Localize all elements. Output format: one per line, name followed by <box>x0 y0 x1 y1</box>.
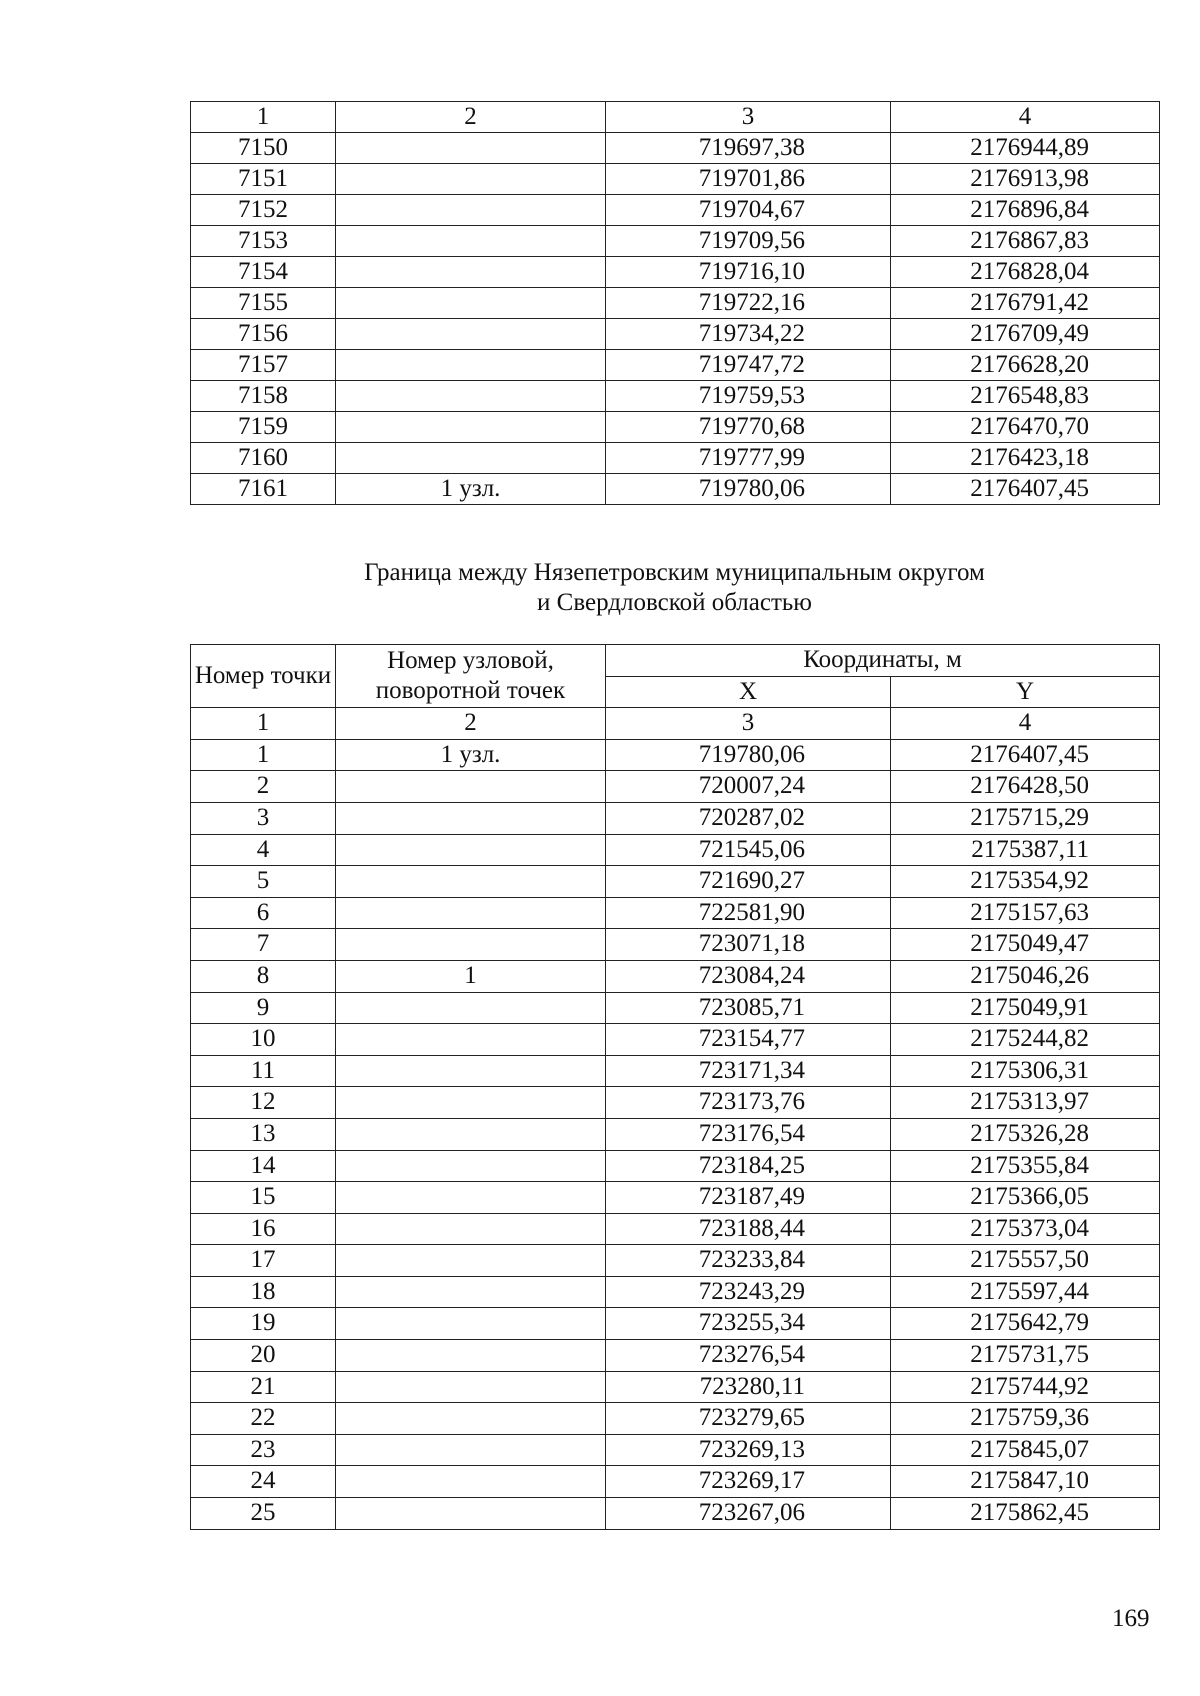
table-row <box>191 897 1160 929</box>
y-coordinate-cell: 2176423,18 <box>891 443 1160 474</box>
x-coordinate-cell: 719777,99 <box>606 443 891 474</box>
node-point-cell <box>336 1308 606 1340</box>
x-coordinate-cell: 723084,24 <box>606 960 891 992</box>
point-number-cell: 16 <box>191 1213 336 1245</box>
y-coordinate-cell: 2175313,97 <box>891 1087 1160 1119</box>
node-point-cell: 1 узл. <box>336 739 606 771</box>
x-coordinate-cell: 723233,84 <box>606 1245 891 1277</box>
point-number-cell: 4 <box>191 834 336 866</box>
y-coordinate-cell: 2175366,05 <box>891 1182 1160 1214</box>
node-point-cell <box>336 1466 606 1498</box>
point-number-cell: 7 <box>191 929 336 961</box>
column-number: 3 <box>606 102 891 133</box>
node-point-cell <box>336 412 606 443</box>
point-number-cell: 7159 <box>191 412 336 443</box>
point-number-cell: 5 <box>191 866 336 898</box>
x-coordinate-cell: 719704,67 <box>606 195 891 226</box>
point-number-cell: 7161 <box>191 474 336 505</box>
node-point-cell <box>336 1182 606 1214</box>
y-coordinate-cell: 2175759,36 <box>891 1403 1160 1435</box>
y-coordinate-cell: 2176470,70 <box>891 412 1160 443</box>
table-row <box>191 412 1160 443</box>
table-row <box>191 1055 1160 1087</box>
point-number-cell: 7154 <box>191 257 336 288</box>
table-row <box>191 834 1160 866</box>
table-row <box>191 164 1160 195</box>
x-header: X <box>606 676 891 708</box>
y-coordinate-cell: 2175557,50 <box>891 1245 1160 1277</box>
x-coordinate-cell: 723280,11 <box>606 1371 891 1403</box>
node-point-cell <box>336 133 606 164</box>
node-point-cell <box>336 350 606 381</box>
table-row <box>191 226 1160 257</box>
y-coordinate-cell: 2176913,98 <box>891 164 1160 195</box>
x-coordinate-cell: 723279,65 <box>606 1403 891 1435</box>
x-coordinate-cell: 719780,06 <box>606 739 891 771</box>
node-point-cell <box>336 1087 606 1119</box>
x-coordinate-cell: 723269,13 <box>606 1434 891 1466</box>
node-point-cell <box>336 1371 606 1403</box>
y-header: Y <box>891 676 1160 708</box>
point-number-cell: 10 <box>191 1024 336 1056</box>
table-row <box>191 474 1160 505</box>
node-point-cell <box>336 1340 606 1372</box>
coordinates-table-continued <box>190 101 1160 505</box>
table-row <box>191 195 1160 226</box>
table-body <box>191 102 1160 505</box>
node-point-cell <box>336 1403 606 1435</box>
x-coordinate-cell: 719716,10 <box>606 257 891 288</box>
y-coordinate-cell: 2175157,63 <box>891 897 1160 929</box>
node-point-cell <box>336 1055 606 1087</box>
table-row <box>191 350 1160 381</box>
point-number-header: Номер точки <box>191 645 336 708</box>
x-coordinate-cell: 719722,16 <box>606 288 891 319</box>
x-coordinate-cell: 723184,25 <box>606 1150 891 1182</box>
y-coordinate-cell: 2175597,44 <box>891 1276 1160 1308</box>
point-number-cell: 7155 <box>191 288 336 319</box>
node-point-cell <box>336 164 606 195</box>
point-number-cell: 25 <box>191 1498 336 1530</box>
node-point-cell <box>336 226 606 257</box>
x-coordinate-cell: 719780,06 <box>606 474 891 505</box>
table-row <box>191 1276 1160 1308</box>
point-number-cell: 7157 <box>191 350 336 381</box>
x-coordinate-cell: 723276,54 <box>606 1340 891 1372</box>
node-point-number-header: Номер узловой, поворотной точек <box>336 645 606 708</box>
table-row <box>191 1434 1160 1466</box>
node-point-cell <box>336 381 606 412</box>
point-number-cell: 7156 <box>191 319 336 350</box>
x-coordinate-cell: 722581,90 <box>606 897 891 929</box>
y-coordinate-cell: 2175306,31 <box>891 1055 1160 1087</box>
y-coordinate-cell: 2175354,92 <box>891 866 1160 898</box>
x-coordinate-cell: 723187,49 <box>606 1182 891 1214</box>
point-number-cell: 22 <box>191 1403 336 1435</box>
point-number-cell: 21 <box>191 1371 336 1403</box>
node-point-cell <box>336 866 606 898</box>
node-point-cell: 1 узл. <box>336 474 606 505</box>
point-number-cell: 19 <box>191 1308 336 1340</box>
x-coordinate-cell: 723243,29 <box>606 1276 891 1308</box>
x-coordinate-cell: 723255,34 <box>606 1308 891 1340</box>
y-coordinate-cell: 2175326,28 <box>891 1118 1160 1150</box>
y-coordinate-cell: 2176867,83 <box>891 226 1160 257</box>
table-row <box>191 1340 1160 1372</box>
point-number-cell: 7153 <box>191 226 336 257</box>
column-number: 2 <box>336 102 606 133</box>
x-coordinate-cell: 719747,72 <box>606 350 891 381</box>
point-number-cell: 7158 <box>191 381 336 412</box>
y-coordinate-cell: 2176548,83 <box>891 381 1160 412</box>
y-coordinate-cell: 2175715,29 <box>891 802 1160 834</box>
x-coordinate-cell: 719759,53 <box>606 381 891 412</box>
point-number-cell: 13 <box>191 1118 336 1150</box>
table-row <box>191 381 1160 412</box>
y-coordinate-cell: 2175387,11 <box>891 834 1160 866</box>
caption-line-2: и Свердловской областью <box>537 589 812 616</box>
column-number-row <box>191 102 1160 133</box>
table-row <box>191 866 1160 898</box>
table-row <box>191 257 1160 288</box>
point-number-cell: 24 <box>191 1466 336 1498</box>
point-number-cell: 18 <box>191 1276 336 1308</box>
table-row <box>191 1213 1160 1245</box>
x-coordinate-cell: 723188,44 <box>606 1213 891 1245</box>
table-row <box>191 1150 1160 1182</box>
table-row <box>191 1245 1160 1277</box>
y-coordinate-cell: 2176828,04 <box>891 257 1160 288</box>
column-number: 4 <box>891 708 1160 740</box>
table-row <box>191 1403 1160 1435</box>
node-point-cell <box>336 1276 606 1308</box>
table-row <box>191 992 1160 1024</box>
node-point-cell <box>336 319 606 350</box>
y-coordinate-cell: 2175847,10 <box>891 1466 1160 1498</box>
point-number-cell: 20 <box>191 1340 336 1372</box>
table-row <box>191 929 1160 961</box>
node-point-cell <box>336 1213 606 1245</box>
table-row <box>191 319 1160 350</box>
node-point-cell <box>336 834 606 866</box>
table-row <box>191 1466 1160 1498</box>
coordinates-header: Координаты, м <box>606 645 1160 677</box>
y-coordinate-cell: 2176791,42 <box>891 288 1160 319</box>
boundary-coordinates-table <box>190 644 1160 1530</box>
point-number-cell: 8 <box>191 960 336 992</box>
point-number-cell: 7160 <box>191 443 336 474</box>
table-row <box>191 1498 1160 1530</box>
table-body <box>191 645 1160 1530</box>
node-point-cell <box>336 288 606 319</box>
y-coordinate-cell: 2176944,89 <box>891 133 1160 164</box>
table-row <box>191 1371 1160 1403</box>
x-coordinate-cell: 723267,06 <box>606 1498 891 1530</box>
node-point-cell: 1 <box>336 960 606 992</box>
section-caption <box>190 558 1159 618</box>
node-point-cell <box>336 771 606 803</box>
y-coordinate-cell: 2175845,07 <box>891 1434 1160 1466</box>
table-row <box>191 1308 1160 1340</box>
y-coordinate-cell: 2176709,49 <box>891 319 1160 350</box>
node-point-cell <box>336 443 606 474</box>
node-point-cell <box>336 1245 606 1277</box>
x-coordinate-cell: 723171,34 <box>606 1055 891 1087</box>
point-number-cell: 7150 <box>191 133 336 164</box>
point-number-cell: 11 <box>191 1055 336 1087</box>
node-point-cell <box>336 1118 606 1150</box>
y-coordinate-cell: 2175049,91 <box>891 992 1160 1024</box>
point-number-cell: 23 <box>191 1434 336 1466</box>
node-point-cell <box>336 1024 606 1056</box>
y-coordinate-cell: 2176407,45 <box>891 739 1160 771</box>
x-coordinate-cell: 719734,22 <box>606 319 891 350</box>
point-number-cell: 3 <box>191 802 336 834</box>
column-number: 3 <box>606 708 891 740</box>
page-number: 169 <box>1112 1605 1150 1632</box>
x-coordinate-cell: 723173,76 <box>606 1087 891 1119</box>
point-number-cell: 1 <box>191 739 336 771</box>
y-coordinate-cell: 2175373,04 <box>891 1213 1160 1245</box>
point-number-cell: 17 <box>191 1245 336 1277</box>
y-coordinate-cell: 2175046,26 <box>891 960 1160 992</box>
x-coordinate-cell: 723154,77 <box>606 1024 891 1056</box>
x-coordinate-cell: 719709,56 <box>606 226 891 257</box>
x-coordinate-cell: 719770,68 <box>606 412 891 443</box>
column-number: 1 <box>191 102 336 133</box>
node-point-cell <box>336 929 606 961</box>
point-number-cell: 9 <box>191 992 336 1024</box>
caption-line-1: Граница между Нязепетровским муниципальным округом <box>364 559 985 586</box>
node-point-cell <box>336 992 606 1024</box>
point-number-cell: 12 <box>191 1087 336 1119</box>
x-coordinate-cell: 721690,27 <box>606 866 891 898</box>
column-number-row <box>191 708 1160 740</box>
table-row <box>191 288 1160 319</box>
header-row <box>191 645 1160 677</box>
x-coordinate-cell: 719697,38 <box>606 133 891 164</box>
node-point-cell <box>336 195 606 226</box>
column-number: 1 <box>191 708 336 740</box>
y-coordinate-cell: 2175731,75 <box>891 1340 1160 1372</box>
y-coordinate-cell: 2176896,84 <box>891 195 1160 226</box>
node-point-cell <box>336 257 606 288</box>
y-coordinate-cell: 2175244,82 <box>891 1024 1160 1056</box>
y-coordinate-cell: 2176628,20 <box>891 350 1160 381</box>
x-coordinate-cell: 720287,02 <box>606 802 891 834</box>
table-row <box>191 802 1160 834</box>
x-coordinate-cell: 723071,18 <box>606 929 891 961</box>
node-point-cell <box>336 1434 606 1466</box>
y-coordinate-cell: 2176428,50 <box>891 771 1160 803</box>
point-number-cell: 7151 <box>191 164 336 195</box>
y-coordinate-cell: 2175355,84 <box>891 1150 1160 1182</box>
node-point-cell <box>336 802 606 834</box>
node-point-cell <box>336 1150 606 1182</box>
table-row <box>191 771 1160 803</box>
y-coordinate-cell: 2175744,92 <box>891 1371 1160 1403</box>
point-number-cell: 14 <box>191 1150 336 1182</box>
table-row <box>191 1182 1160 1214</box>
x-coordinate-cell: 720007,24 <box>606 771 891 803</box>
node-point-cell <box>336 1498 606 1530</box>
x-coordinate-cell: 721545,06 <box>606 834 891 866</box>
y-coordinate-cell: 2175862,45 <box>891 1498 1160 1530</box>
point-number-cell: 6 <box>191 897 336 929</box>
table-row <box>191 1024 1160 1056</box>
node-point-cell <box>336 897 606 929</box>
table-row <box>191 739 1160 771</box>
table-row <box>191 443 1160 474</box>
point-number-cell: 2 <box>191 771 336 803</box>
x-coordinate-cell: 723176,54 <box>606 1118 891 1150</box>
x-coordinate-cell: 723085,71 <box>606 992 891 1024</box>
table-row <box>191 1118 1160 1150</box>
y-coordinate-cell: 2175642,79 <box>891 1308 1160 1340</box>
x-coordinate-cell: 719701,86 <box>606 164 891 195</box>
table-row <box>191 133 1160 164</box>
x-coordinate-cell: 723269,17 <box>606 1466 891 1498</box>
column-number: 2 <box>336 708 606 740</box>
point-number-cell: 7152 <box>191 195 336 226</box>
column-number: 4 <box>891 102 1160 133</box>
table-row <box>191 960 1160 992</box>
point-number-cell: 15 <box>191 1182 336 1214</box>
y-coordinate-cell: 2176407,45 <box>891 474 1160 505</box>
y-coordinate-cell: 2175049,47 <box>891 929 1160 961</box>
table-row <box>191 1087 1160 1119</box>
